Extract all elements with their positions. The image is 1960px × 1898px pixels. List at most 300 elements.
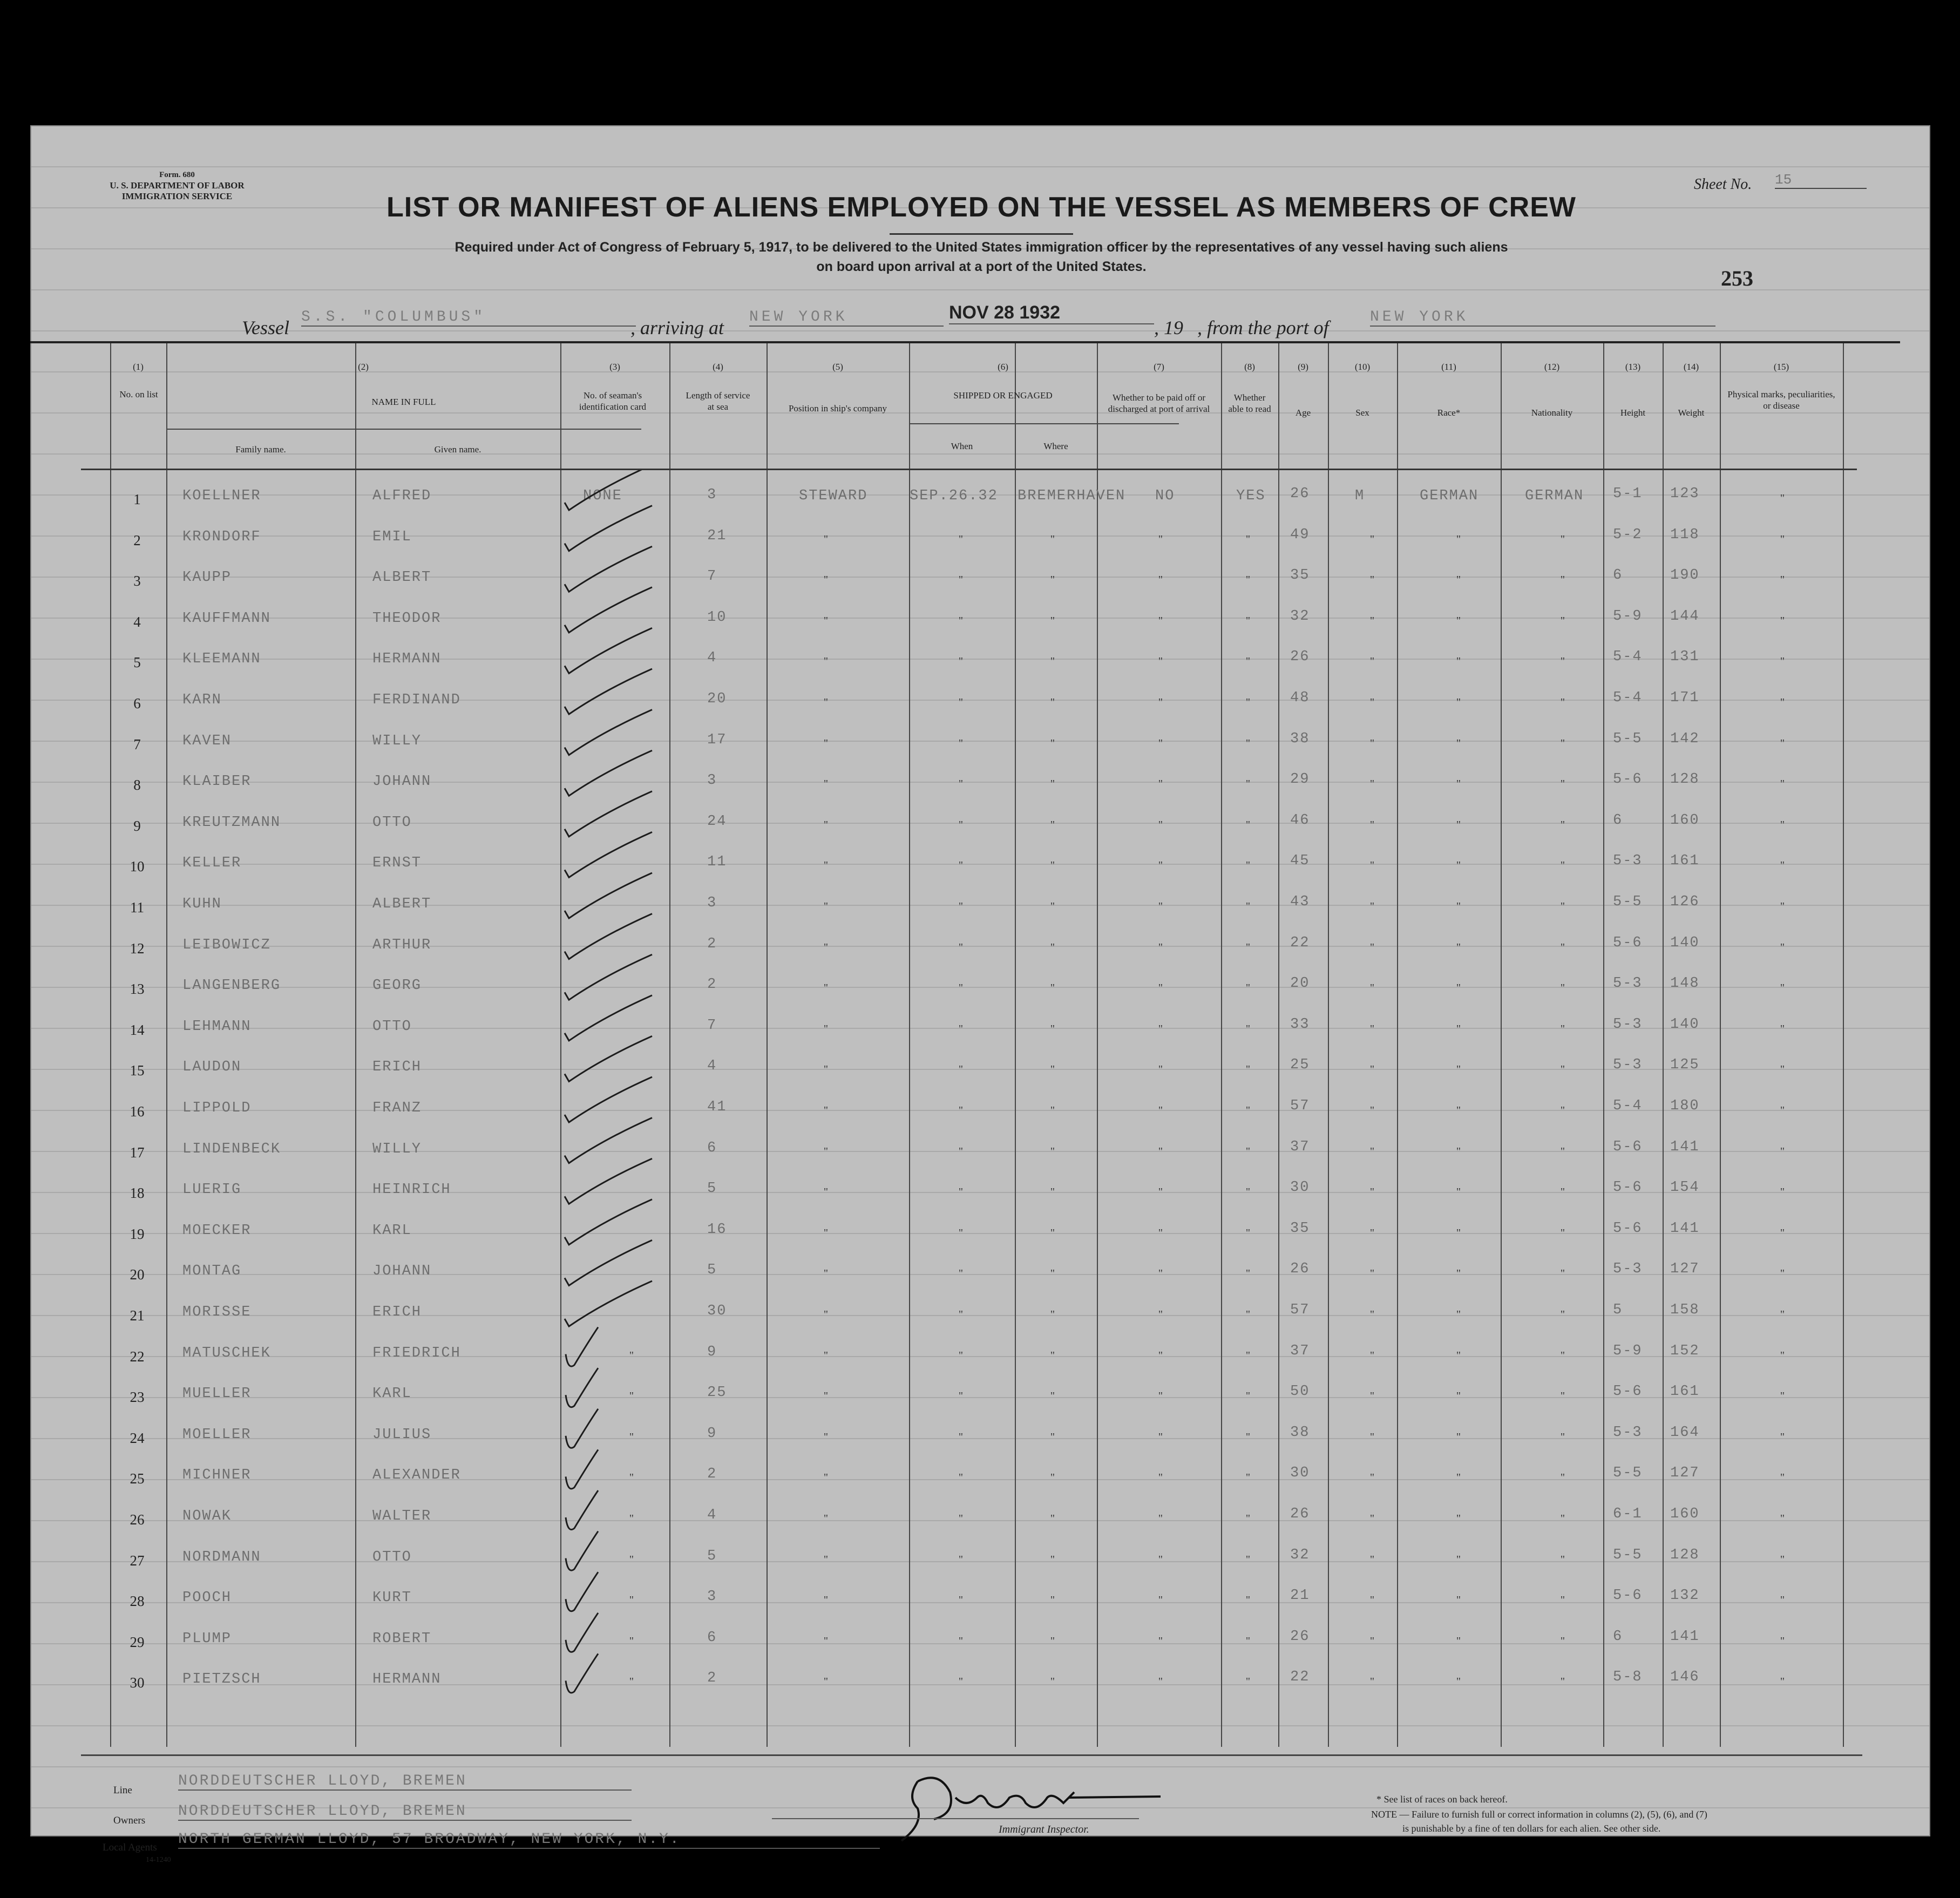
row-number: 8 [133, 777, 141, 794]
checkmark [565, 1240, 652, 1285]
ditto-mark: " [1456, 1309, 1461, 1320]
row1-position: STEWARD [799, 488, 868, 504]
ditto-mark: " [958, 614, 964, 627]
family-name: KAVEN [182, 733, 232, 749]
stamp-number: 253 [1721, 266, 1753, 290]
ditto-mark: " [1560, 1349, 1565, 1361]
family-name: MUELLER [182, 1386, 252, 1402]
ditto-mark: " [1560, 1390, 1565, 1402]
head-paid-off: Whether to be paid off or discharged at port of arrival [1108, 392, 1210, 414]
ditto-mark: " [1050, 778, 1055, 790]
length-of-service: 6 [707, 1140, 717, 1156]
length-of-service: 2 [707, 1466, 717, 1483]
ditto-mark: " [958, 1553, 964, 1565]
age: 57 [1290, 1098, 1310, 1114]
height: 5-5 [1613, 1465, 1643, 1482]
given-name: HERMANN [372, 1671, 442, 1688]
row-number: 13 [130, 981, 145, 998]
ditto-mark: " [1050, 859, 1055, 872]
height: 5-2 [1613, 526, 1643, 543]
row1-sex: M [1355, 488, 1365, 504]
form-number: Form. 680 [159, 171, 195, 179]
ditto-mark: " [1456, 818, 1461, 831]
head-age: Age [1295, 408, 1311, 418]
ditto-mark: " [1780, 1145, 1785, 1157]
weight: 160 [1670, 812, 1700, 829]
row-number: 21 [130, 1307, 145, 1324]
ditto-mark: " [958, 1226, 964, 1239]
given-name: KARL [372, 1222, 412, 1239]
ditto-mark: " [1245, 1063, 1251, 1076]
given-name: FRANZ [372, 1100, 422, 1116]
given-name: OTTO [372, 1018, 412, 1035]
head-height: Height [1620, 408, 1646, 418]
ditto-mark: " [1369, 1676, 1375, 1688]
weight: 190 [1670, 567, 1700, 584]
ditto-mark: " [823, 533, 829, 545]
given-name: WILLY [372, 1141, 422, 1157]
length-of-service: 5 [707, 1262, 717, 1279]
checkmark [565, 710, 652, 755]
ditto-mark: " [1369, 1513, 1375, 1524]
ditto-mark: " [1780, 533, 1785, 545]
checkmark [565, 954, 652, 1000]
family-name: LEHMANN [182, 1018, 252, 1035]
ditto-mark: " [1050, 900, 1055, 912]
row-number: 19 [130, 1225, 145, 1242]
ditto-mark: " [1369, 1145, 1375, 1157]
checkmark [565, 1077, 652, 1122]
ditto-mark: " [823, 1226, 829, 1239]
ditto-mark: " [1560, 1186, 1565, 1198]
length-of-service: 3 [707, 895, 717, 911]
ditto-mark: " [1245, 614, 1251, 627]
colnum-8: (8) [1244, 362, 1255, 372]
ditto-mark: " [823, 696, 829, 708]
ditto-mark: " [1245, 859, 1251, 872]
row-number: 30 [130, 1675, 145, 1691]
family-name: KAUPP [182, 570, 232, 586]
row-number: 22 [130, 1348, 145, 1365]
length-of-service: 17 [707, 731, 727, 748]
arriving-value: NEW YORK [749, 309, 944, 327]
ditto-mark: " [1560, 655, 1565, 668]
col-rule [1097, 343, 1098, 1747]
weight: 164 [1670, 1424, 1700, 1441]
row-number: 5 [133, 654, 141, 671]
row1-id-card: NONE [583, 488, 622, 504]
ditto-mark: " [823, 1309, 829, 1320]
age: 37 [1290, 1138, 1310, 1155]
ditto-mark: " [1369, 778, 1375, 790]
ditto-mark: " [958, 1267, 964, 1280]
col-rule [909, 343, 910, 1747]
ditto-mark: " [629, 1349, 634, 1361]
ditto-mark: " [1245, 1635, 1251, 1647]
ditto-mark: " [1780, 492, 1785, 504]
ditto-mark: " [1158, 1472, 1163, 1484]
ditto-mark: " [1456, 1431, 1461, 1443]
ditto-mark: " [1050, 696, 1055, 708]
checkmark [566, 1490, 598, 1530]
ditto-mark: " [1158, 1349, 1163, 1361]
ditto-mark: " [1456, 1267, 1461, 1280]
ditto-mark: " [1158, 1267, 1163, 1280]
row-number: 6 [133, 695, 141, 711]
ditto-mark: " [1245, 1309, 1251, 1320]
weight: 146 [1670, 1669, 1700, 1686]
ditto-mark: " [958, 1186, 964, 1198]
vessel-value: S.S. "COLUMBUS" [301, 309, 636, 327]
family-name: MATUSCHEK [182, 1345, 271, 1361]
ditto-mark: " [1369, 1063, 1375, 1076]
colnum-6: (6) [998, 362, 1008, 372]
weight: 127 [1670, 1465, 1700, 1482]
row-number: 18 [130, 1185, 145, 1202]
colnum-14: (14) [1683, 362, 1699, 372]
length-of-service: 3 [707, 772, 717, 789]
col-rule [1843, 343, 1844, 1747]
ditto-mark: " [823, 982, 829, 994]
ditto-mark: " [823, 859, 829, 872]
name-subhead-rule [166, 429, 641, 430]
age: 26 [1290, 1261, 1310, 1278]
height: 5-3 [1613, 853, 1643, 870]
ditto-mark: " [823, 1553, 829, 1565]
ditto-mark: " [629, 1594, 634, 1606]
checkmark [565, 470, 652, 510]
weight: 118 [1670, 526, 1700, 543]
ditto-mark: " [1560, 696, 1565, 708]
col-rule [1663, 343, 1664, 1747]
ditto-mark: " [1369, 1553, 1375, 1565]
ditto-mark: " [823, 1431, 829, 1443]
head-no-on-list: No. on list [119, 389, 158, 399]
ditto-mark: " [1456, 859, 1461, 872]
row-number: 24 [130, 1429, 145, 1446]
family-name: NOWAK [182, 1508, 232, 1524]
age: 43 [1290, 894, 1310, 910]
ditto-mark: " [1158, 778, 1163, 790]
ditto-mark: " [1050, 614, 1055, 627]
ditto-mark: " [823, 655, 829, 668]
row-number: 9 [133, 817, 141, 834]
ditto-mark: " [1245, 1349, 1251, 1361]
ditto-mark: " [1369, 655, 1375, 668]
ditto-mark: " [1369, 1472, 1375, 1484]
ditto-mark: " [958, 696, 964, 708]
age: 57 [1290, 1302, 1310, 1318]
ditto-mark: " [958, 574, 964, 586]
ditto-mark: " [1456, 1063, 1461, 1076]
ditto-mark: " [1158, 696, 1163, 708]
length-of-service: 41 [707, 1099, 727, 1115]
length-of-service: 2 [707, 1670, 717, 1687]
colnum-7: (7) [1154, 362, 1164, 372]
weight: 161 [1670, 853, 1700, 870]
ditto-mark: " [1780, 1349, 1785, 1361]
row-number: 1 [133, 491, 141, 507]
ditto-mark: " [1369, 1022, 1375, 1035]
ditto-mark: " [958, 1594, 964, 1606]
family-name: MOECKER [182, 1222, 252, 1239]
ditto-mark: " [958, 1635, 964, 1647]
ditto-mark: " [1158, 1553, 1163, 1565]
row1-where: BREMERHAVEN [1018, 488, 1126, 504]
weight: 141 [1670, 1138, 1700, 1155]
head-position: Position in ship's company [788, 403, 887, 414]
department-name: U. S. DEPARTMENT OF LABOR [110, 180, 245, 191]
checkmark [565, 1036, 652, 1081]
ditto-mark: " [1780, 778, 1785, 790]
ditto-mark: " [958, 778, 964, 790]
ditto-mark: " [1245, 900, 1251, 912]
ditto-mark: " [1369, 1390, 1375, 1402]
ditto-mark: " [1369, 1267, 1375, 1280]
checkmark [565, 832, 652, 877]
age: 29 [1290, 771, 1310, 788]
age: 50 [1290, 1384, 1310, 1400]
ditto-mark: " [958, 941, 964, 953]
height: 5-5 [1613, 730, 1643, 747]
colnum-11: (11) [1441, 362, 1456, 372]
age: 35 [1290, 567, 1310, 584]
ditto-mark: " [1158, 818, 1163, 831]
ditto-mark: " [1780, 1635, 1785, 1647]
given-name: HEINRICH [372, 1182, 451, 1198]
ditto-mark: " [1050, 1431, 1055, 1443]
ditto-mark: " [1560, 1676, 1565, 1688]
ditto-mark: " [1245, 941, 1251, 953]
ditto-mark: " [1456, 941, 1461, 953]
ditto-mark: " [1158, 1431, 1163, 1443]
age: 48 [1290, 690, 1310, 706]
ditto-mark: " [823, 1390, 829, 1402]
col-rule [1278, 343, 1279, 1747]
ditto-mark: " [958, 1349, 964, 1361]
ditto-mark: " [1456, 737, 1461, 749]
length-of-service: 9 [707, 1425, 717, 1442]
ditto-mark: " [1369, 737, 1375, 749]
row1-paid-off: NO [1155, 488, 1175, 504]
height: 5-4 [1613, 690, 1643, 706]
ditto-mark: " [1369, 1186, 1375, 1198]
given-name: EMIL [372, 528, 412, 545]
checkmark [565, 791, 652, 837]
row-number: 20 [130, 1266, 145, 1283]
ditto-mark: " [823, 941, 829, 953]
length-of-service: 21 [707, 527, 727, 544]
height: 6 [1613, 812, 1623, 829]
ditto-mark: " [1780, 1472, 1785, 1484]
ditto-mark: " [1560, 1226, 1565, 1239]
family-name: KLAIBER [182, 774, 252, 790]
colnum-5: (5) [832, 362, 843, 372]
ditto-mark: " [1560, 614, 1565, 627]
row-number: 7 [133, 736, 141, 753]
ditto-mark: " [823, 574, 829, 586]
ditto-mark: " [1780, 1431, 1785, 1443]
given-name: THEODOR [372, 610, 442, 627]
ditto-mark: " [1456, 1145, 1461, 1157]
ditto-mark: " [823, 1676, 829, 1688]
ditto-mark: " [1050, 1513, 1055, 1524]
given-name: ERICH [372, 1059, 422, 1076]
ditto-mark: " [1245, 1145, 1251, 1157]
height: 6 [1613, 567, 1623, 584]
from-port-label: , from the port of [1197, 317, 1329, 338]
ditto-mark: " [1560, 982, 1565, 994]
ditto-mark: " [629, 1635, 634, 1647]
age: 38 [1290, 730, 1310, 747]
line-label: Line [113, 1785, 132, 1796]
weight: 144 [1670, 608, 1700, 625]
given-name: ALEXANDER [372, 1467, 461, 1484]
head-id-card: No. of seaman's identification card [579, 390, 647, 412]
colnum-15: (15) [1773, 362, 1789, 372]
col-rule [355, 343, 356, 1747]
ditto-mark: " [1245, 1022, 1251, 1035]
family-name: KARN [182, 692, 222, 708]
height: 5-3 [1613, 1424, 1643, 1441]
height: 5-6 [1613, 1220, 1643, 1237]
ditto-mark: " [1560, 1635, 1565, 1647]
head-where: Where [1043, 441, 1068, 451]
height: 5-8 [1613, 1669, 1643, 1686]
height: 5-3 [1613, 1261, 1643, 1278]
ditto-mark: " [823, 818, 829, 831]
line-value: NORDDEUTSCHER LLOYD, BREMEN [178, 1773, 632, 1791]
col-rule [1221, 343, 1222, 1747]
ditto-mark: " [1245, 1186, 1251, 1198]
height: 5-9 [1613, 1343, 1643, 1359]
family-name: LAUDON [182, 1059, 242, 1076]
ditto-mark: " [1560, 1145, 1565, 1157]
ditto-mark: " [1456, 1676, 1461, 1688]
height: 5-6 [1613, 1138, 1643, 1155]
ditto-mark: " [958, 818, 964, 831]
ditto-mark: " [1456, 574, 1461, 586]
family-name: POOCH [182, 1590, 232, 1606]
given-name: ERICH [372, 1304, 422, 1320]
ditto-mark: " [1158, 737, 1163, 749]
given-name: FERDINAND [372, 692, 461, 708]
age: 33 [1290, 1016, 1310, 1033]
age: 22 [1290, 1669, 1310, 1686]
age: 26 [1290, 649, 1310, 666]
ditto-mark: " [1560, 1022, 1565, 1035]
family-name: KAUFFMANN [182, 610, 271, 627]
ditto-mark: " [1158, 1390, 1163, 1402]
ditto-mark: " [1369, 1594, 1375, 1606]
ditto-mark: " [1369, 1226, 1375, 1239]
length-of-service: 30 [707, 1303, 727, 1319]
height: 5-5 [1613, 1547, 1643, 1563]
colnum-13: (13) [1625, 362, 1641, 372]
family-name: LUERIG [182, 1182, 242, 1198]
ditto-mark: " [1780, 1553, 1785, 1565]
ditto-mark: " [1780, 1309, 1785, 1320]
ditto-mark: " [1158, 1186, 1163, 1198]
ditto-mark: " [1369, 859, 1375, 872]
col-rule [767, 343, 768, 1747]
ditto-mark: " [1456, 900, 1461, 912]
row-number: 26 [130, 1511, 145, 1528]
vessel-label: Vessel [242, 317, 289, 338]
head-weight: Weight [1678, 408, 1705, 418]
ditto-mark: " [1369, 614, 1375, 627]
ditto-mark: " [1245, 696, 1251, 708]
row-number: 10 [130, 858, 145, 875]
ditto-mark: " [1560, 1309, 1565, 1320]
given-name: ALBERT [372, 896, 432, 912]
row-number: 17 [130, 1144, 145, 1161]
family-name: KOELLNER [182, 488, 261, 504]
weight: 180 [1670, 1098, 1700, 1114]
age: 46 [1290, 812, 1310, 829]
height: 5-6 [1613, 1588, 1643, 1604]
ditto-mark: " [1456, 1553, 1461, 1565]
ditto-mark: " [958, 1513, 964, 1524]
ditto-mark: " [1245, 1472, 1251, 1484]
checkmark [565, 995, 652, 1041]
ditto-mark: " [1780, 941, 1785, 953]
height: 5-6 [1613, 1384, 1643, 1400]
ditto-mark: " [1245, 737, 1251, 749]
length-of-service: 5 [707, 1548, 717, 1564]
checkmark [565, 669, 652, 714]
length-of-service: 2 [707, 936, 717, 952]
height: 5 [1613, 1302, 1623, 1318]
height: 5-4 [1613, 1098, 1643, 1114]
length-of-service: 11 [707, 854, 727, 871]
ditto-mark: " [629, 1553, 634, 1565]
checkmark [566, 1531, 598, 1570]
age: 35 [1290, 1220, 1310, 1237]
ditto-mark: " [958, 655, 964, 668]
ditto-mark: " [1158, 1104, 1163, 1116]
family-name: KUHN [182, 896, 222, 912]
ditto-mark: " [1050, 574, 1055, 586]
weight: 126 [1670, 894, 1700, 910]
ditto-mark: " [1158, 1226, 1163, 1239]
ditto-mark: " [1050, 982, 1055, 994]
checkmark [566, 1327, 598, 1367]
ditto-mark: " [1158, 1022, 1163, 1035]
family-name: MICHNER [182, 1467, 252, 1484]
ditto-mark: " [1158, 533, 1163, 545]
ditto-mark: " [958, 1063, 964, 1076]
given-name: ROBERT [372, 1630, 432, 1647]
checkmark [566, 1368, 598, 1407]
ditto-mark: " [1158, 1594, 1163, 1606]
ditto-mark: " [1050, 1635, 1055, 1647]
checkmark [566, 1653, 598, 1693]
ditto-mark: " [1560, 737, 1565, 749]
length-of-service: 25 [707, 1385, 727, 1401]
ditto-mark: " [1369, 1349, 1375, 1361]
ditto-mark: " [1050, 1145, 1055, 1157]
age: 30 [1290, 1465, 1310, 1482]
weight: 123 [1670, 486, 1700, 502]
ditto-mark: " [823, 1349, 829, 1361]
ditto-mark: " [1369, 533, 1375, 545]
ditto-mark: " [1158, 1676, 1163, 1688]
ditto-mark: " [1050, 1349, 1055, 1361]
ditto-mark: " [1560, 941, 1565, 953]
height: 6 [1613, 1628, 1623, 1645]
ditto-mark: " [958, 900, 964, 912]
